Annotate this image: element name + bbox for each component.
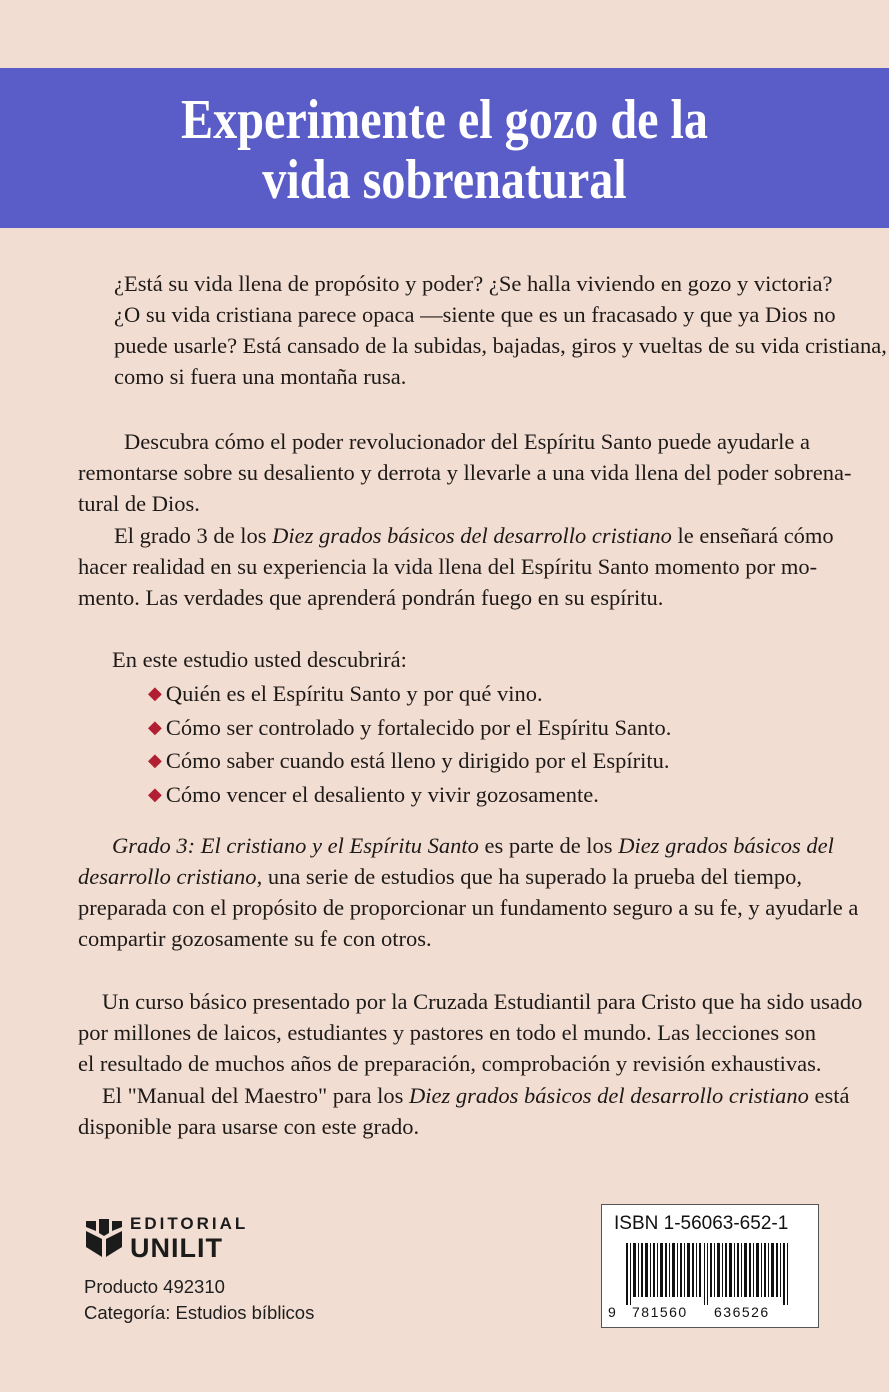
isbn-label: ISBN 1-56063-652-1 (614, 1213, 789, 1234)
title-line-1: Experimente el gozo de la (181, 89, 708, 151)
list-item (148, 712, 671, 746)
p6-line-1-b: está (808, 1083, 850, 1108)
bullet-text-3: Cómo saber cuando está lleno y dirigido por el Espíritu. (165, 748, 670, 773)
diamond-bullet-icon: ◆ (148, 683, 162, 703)
bullet-text-2: Cómo ser controlado y fortalecido por el Espíritu Santo. (165, 714, 672, 740)
p1-line-3: puede usarle? Está cansado de la subidas, bajadas, giros y vueltas de su vida cristiana, (114, 333, 887, 358)
p4-line-1-title: Grado 3: El cristiano y el Espíritu Santo (112, 833, 479, 858)
p2-line-3: tural de Dios. (78, 491, 200, 516)
barcode-digits-left: 781560 (632, 1304, 688, 1320)
publisher-name-top: EDITORIAL (130, 1214, 249, 1233)
p5-line-3: el resultado de muchos años de preparación, comprobación y revisión exhaustivas. (78, 1051, 822, 1076)
product-code: Producto 492310 (84, 1276, 225, 1297)
p1-line-4: como si fuera una montaña rusa. (114, 364, 407, 389)
publisher-name-bottom: UNILIT (130, 1233, 223, 1263)
paragraph-3 (78, 520, 834, 613)
p6-line-1 (78, 1080, 850, 1111)
p3-line-3: mento. Las verdades que aprenderá pondrán fuego en su espíritu. (78, 585, 664, 610)
p3-line-2: hacer realidad en su experiencia la vida llena del Espíritu Santo momento por mo- (78, 554, 818, 579)
p6-line-1-a: El "Manual del Maestro" para los (102, 1083, 410, 1108)
study-intro: En este estudio usted descubrirá: (112, 647, 407, 672)
barcode-digits-right: 636526 (714, 1304, 770, 1320)
category-label: Categoría: Estudios bíblicos (84, 1302, 315, 1323)
diamond-bullet-icon: ◆ (148, 783, 162, 804)
p4-line-1-series: Diez grados básicos del (618, 833, 834, 858)
p3-line-1-a: El grado 3 de los (114, 523, 273, 548)
bullet-text-4: Cómo vencer el desaliento y vivir gozosamente. (165, 781, 599, 807)
unilit-logo-icon (84, 1215, 124, 1261)
publisher-logo (84, 1214, 248, 1262)
list-item (148, 745, 671, 779)
title-line-2: vida sobrenatural (262, 149, 627, 211)
p4-line-2-a: , una serie de estudios que ha superado la prueba del tiempo, (256, 864, 803, 889)
p4-line-4: compartir gozosamente su fe con otros. (78, 926, 432, 951)
publisher-name (130, 1214, 248, 1262)
p3-line-1 (78, 520, 834, 551)
p2-line-2: remontarse sobre su desaliento y derrota y llevarle a una vida llena del poder sobrena- (78, 460, 852, 485)
p3-line-1-title: Diez grados básicos del desarrollo cristiano (272, 523, 672, 548)
p5-line-2: por millones de laicos, estudiantes y pastores en todo el mundo. Las lecciones son (78, 1020, 816, 1045)
p2-line-1: Descubra cómo el poder revolucionador del Espíritu Santo puede ayudarle a (124, 429, 811, 454)
paragraph-4 (78, 830, 859, 954)
p6-line-2: disponible para usarse con este grado. (78, 1114, 420, 1139)
title-band (0, 68, 889, 228)
p4-line-1 (78, 830, 834, 861)
paragraph-6 (78, 1080, 850, 1142)
p4-line-1-a: es parte de los (478, 833, 619, 858)
p5-line-1: Un curso básico presentado por la Cruzada Estudiantil para Cristo que ha sido usado (102, 989, 863, 1014)
list-item (148, 779, 671, 813)
barcode-icon (618, 1243, 808, 1305)
p4-line-3: preparada con el propósito de proporcionar un fundamento seguro a su fe, y ayudarle a (78, 895, 859, 920)
isbn-barcode-box (601, 1204, 819, 1328)
p1-line-2: ¿O su vida cristiana parece opaca —siente que es un fracasado y que ya Dios no (114, 302, 836, 327)
p4-line-2-series: desarrollo cristiano (78, 864, 257, 889)
paragraph-5 (78, 986, 863, 1079)
p1-line-1: ¿Está su vida llena de propósito y poder? ¿Se halla viviendo en gozo y victoria? (114, 271, 833, 296)
paragraph-2 (78, 426, 852, 519)
p4-line-2 (78, 861, 812, 892)
study-bullet-list (148, 678, 671, 812)
p6-line-1-series: Diez grados básicos del desarrollo cristiano (409, 1083, 809, 1108)
diamond-bullet-icon: ◆ (148, 750, 162, 770)
bullet-text-1: Quién es el Espíritu Santo y por qué vino. (165, 681, 543, 706)
list-item (148, 678, 671, 712)
paragraph-1 (78, 268, 887, 392)
p3-line-1-b: le enseñará cómo (671, 523, 834, 548)
diamond-bullet-icon: ◆ (148, 716, 162, 737)
barcode-digit-prefix: 9 (608, 1304, 618, 1320)
